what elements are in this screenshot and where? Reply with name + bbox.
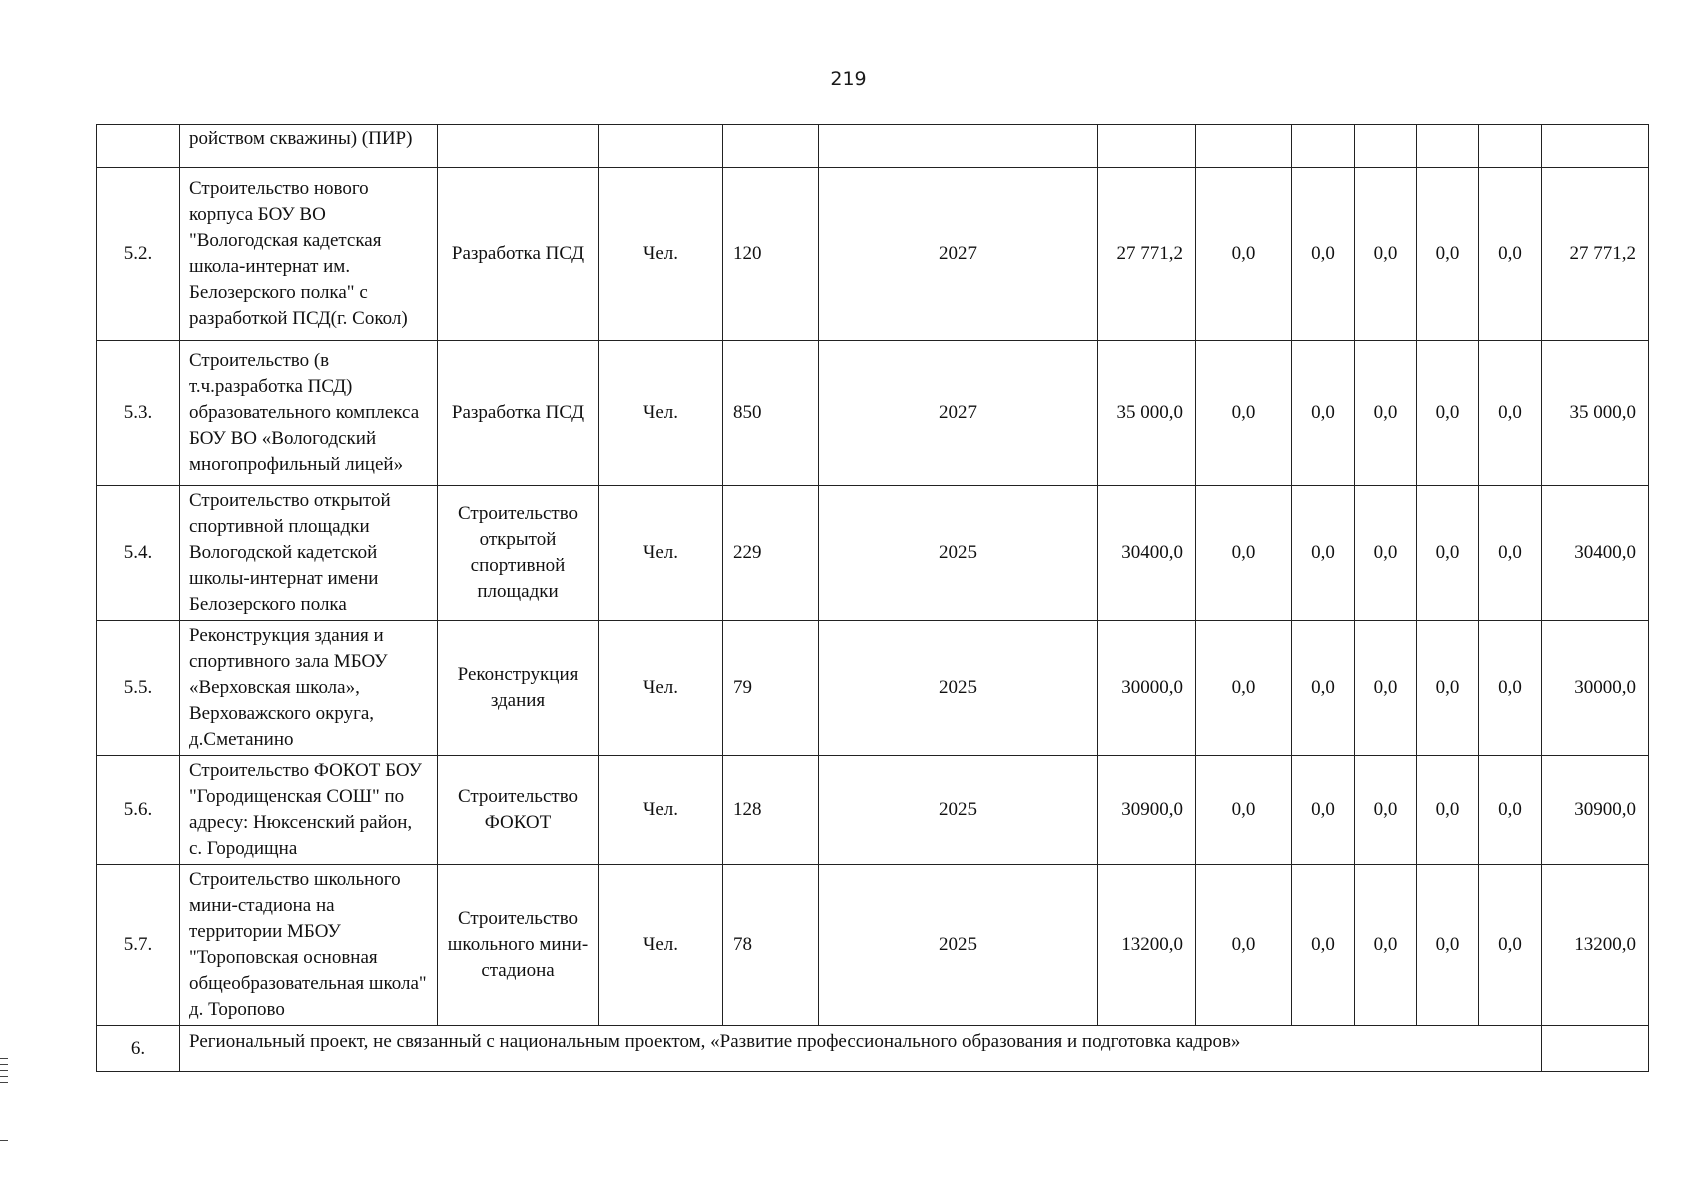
cell-funds: 0,0 (1479, 168, 1542, 341)
cell-empty (599, 125, 723, 168)
cell-empty (819, 125, 1098, 168)
cell-funds: 0,0 (1196, 168, 1292, 341)
cell-funds: 0,0 (1355, 865, 1417, 1026)
cell-result: Строительство открытой спортивной площадки (438, 486, 599, 621)
cell-total-funds: 30000,0 (1098, 621, 1196, 756)
table-row-5-3 (97, 341, 1649, 486)
cell-funds: 0,0 (1292, 865, 1355, 1026)
cell-empty (438, 125, 599, 168)
cell-total-funds: 30400,0 (1098, 486, 1196, 621)
cell-funds: 0,0 (1417, 168, 1479, 341)
cell-value: 120 (723, 168, 819, 341)
cell-empty (1542, 1026, 1649, 1072)
cell-name: ройством скважины) (ПИР) (180, 125, 438, 168)
cell-last-total: 27 771,2 (1542, 168, 1649, 341)
cell-funds: 0,0 (1479, 341, 1542, 486)
cell-value: 229 (723, 486, 819, 621)
cell-result: Строительство школьного мини-стадиона (438, 865, 599, 1026)
cell-num: 5.7. (97, 865, 180, 1026)
cell-num-empty (97, 125, 180, 168)
cell-year: 2025 (819, 865, 1098, 1026)
cell-section-title: Региональный проект, не связанный с национальным проектом, «Развитие профессионального образования и подготовка кадров» (180, 1026, 1542, 1072)
cell-last-total: 30000,0 (1542, 621, 1649, 756)
cell-last-total: 35 000,0 (1542, 341, 1649, 486)
cell-unit: Чел. (599, 168, 723, 341)
cell-funds: 0,0 (1355, 341, 1417, 486)
cell-funds: 0,0 (1355, 621, 1417, 756)
cell-funds: 0,0 (1479, 756, 1542, 865)
cell-num: 5.2. (97, 168, 180, 341)
scan-artifact (0, 1076, 8, 1077)
cell-funds: 0,0 (1292, 168, 1355, 341)
table-row-5-6 (97, 756, 1649, 865)
cell-last-total: 13200,0 (1542, 865, 1649, 1026)
table-row-5-5 (97, 621, 1649, 756)
cell-funds: 0,0 (1292, 341, 1355, 486)
cell-funds: 0,0 (1196, 486, 1292, 621)
cell-unit: Чел. (599, 865, 723, 1026)
cell-result: Строительство ФОКОТ (438, 756, 599, 865)
cell-funds: 0,0 (1417, 865, 1479, 1026)
cell-name: Строительство открытой спортивной площадки Вологодской кадетской школы-интернат имени Белозерского полка (180, 486, 438, 621)
cell-name: Строительство (в т.ч.разработка ПСД) образовательного комплекса БОУ ВО «Вологодский многопрофильный лицей» (180, 341, 438, 486)
cell-result: Разработка ПСД (438, 341, 599, 486)
projects-table (96, 124, 1649, 1072)
scan-artifact (0, 1082, 8, 1083)
cell-empty (1355, 125, 1417, 168)
cell-unit: Чел. (599, 486, 723, 621)
cell-num: 5.5. (97, 621, 180, 756)
scan-artifact (0, 1064, 8, 1065)
table-row-5-7 (97, 865, 1649, 1026)
cell-unit: Чел. (599, 621, 723, 756)
cell-value: 79 (723, 621, 819, 756)
cell-total-funds: 30900,0 (1098, 756, 1196, 865)
cell-name: Реконструкция здания и спортивного зала МБОУ «Верховская школа», Верховажского округа, д.Сметанино (180, 621, 438, 756)
table-row-continuation (97, 125, 1649, 168)
cell-empty (723, 125, 819, 168)
cell-funds: 0,0 (1196, 341, 1292, 486)
cell-empty (1292, 125, 1355, 168)
cell-year: 2025 (819, 621, 1098, 756)
cell-num: 5.4. (97, 486, 180, 621)
cell-value: 850 (723, 341, 819, 486)
cell-funds: 0,0 (1417, 756, 1479, 865)
cell-value: 78 (723, 865, 819, 1026)
table-row-5-4 (97, 486, 1649, 621)
cell-funds: 0,0 (1292, 756, 1355, 865)
cell-section-num: 6. (97, 1026, 180, 1072)
cell-funds: 0,0 (1479, 486, 1542, 621)
cell-empty (1098, 125, 1196, 168)
table-row-section-6 (97, 1026, 1649, 1072)
cell-name: Строительство ФОКОТ БОУ "Городищенская СОШ" по адресу: Нюксенский район, с. Городищна (180, 756, 438, 865)
cell-funds: 0,0 (1417, 621, 1479, 756)
scan-artifact (0, 1140, 8, 1141)
cell-year: 2025 (819, 486, 1098, 621)
cell-year: 2027 (819, 168, 1098, 341)
cell-name: Строительство школьного мини-стадиона на территории МБОУ "Тороповская основная общеобразовательная школа" д. Торопово (180, 865, 438, 1026)
table-row-5-2 (97, 168, 1649, 341)
cell-funds: 0,0 (1292, 621, 1355, 756)
cell-year: 2025 (819, 756, 1098, 865)
cell-unit: Чел. (599, 756, 723, 865)
cell-unit: Чел. (599, 341, 723, 486)
cell-funds: 0,0 (1355, 168, 1417, 341)
cell-funds: 0,0 (1417, 341, 1479, 486)
cell-total-funds: 27 771,2 (1098, 168, 1196, 341)
cell-last-total: 30900,0 (1542, 756, 1649, 865)
cell-result: Реконструкция здания (438, 621, 599, 756)
cell-name: Строительство нового корпуса БОУ ВО "Вологодская кадетская школа-интернат им. Белозерского полка" с разработкой ПСД(г. Сокол) (180, 168, 438, 341)
cell-num: 5.6. (97, 756, 180, 865)
cell-funds: 0,0 (1479, 865, 1542, 1026)
cell-funds: 0,0 (1196, 621, 1292, 756)
cell-funds: 0,0 (1196, 865, 1292, 1026)
cell-funds: 0,0 (1292, 486, 1355, 621)
cell-empty (1542, 125, 1649, 168)
cell-funds: 0,0 (1355, 486, 1417, 621)
cell-year: 2027 (819, 341, 1098, 486)
cell-total-funds: 35 000,0 (1098, 341, 1196, 486)
cell-empty (1417, 125, 1479, 168)
page-number: 219 (830, 68, 867, 90)
cell-funds: 0,0 (1479, 621, 1542, 756)
cell-funds: 0,0 (1355, 756, 1417, 865)
cell-value: 128 (723, 756, 819, 865)
cell-last-total: 30400,0 (1542, 486, 1649, 621)
cell-funds: 0,0 (1417, 486, 1479, 621)
scan-artifact (0, 1058, 8, 1059)
cell-empty (1196, 125, 1292, 168)
cell-result: Разработка ПСД (438, 168, 599, 341)
cell-funds: 0,0 (1196, 756, 1292, 865)
cell-empty (1479, 125, 1542, 168)
cell-total-funds: 13200,0 (1098, 865, 1196, 1026)
scan-artifact (0, 1070, 8, 1071)
cell-num: 5.3. (97, 341, 180, 486)
